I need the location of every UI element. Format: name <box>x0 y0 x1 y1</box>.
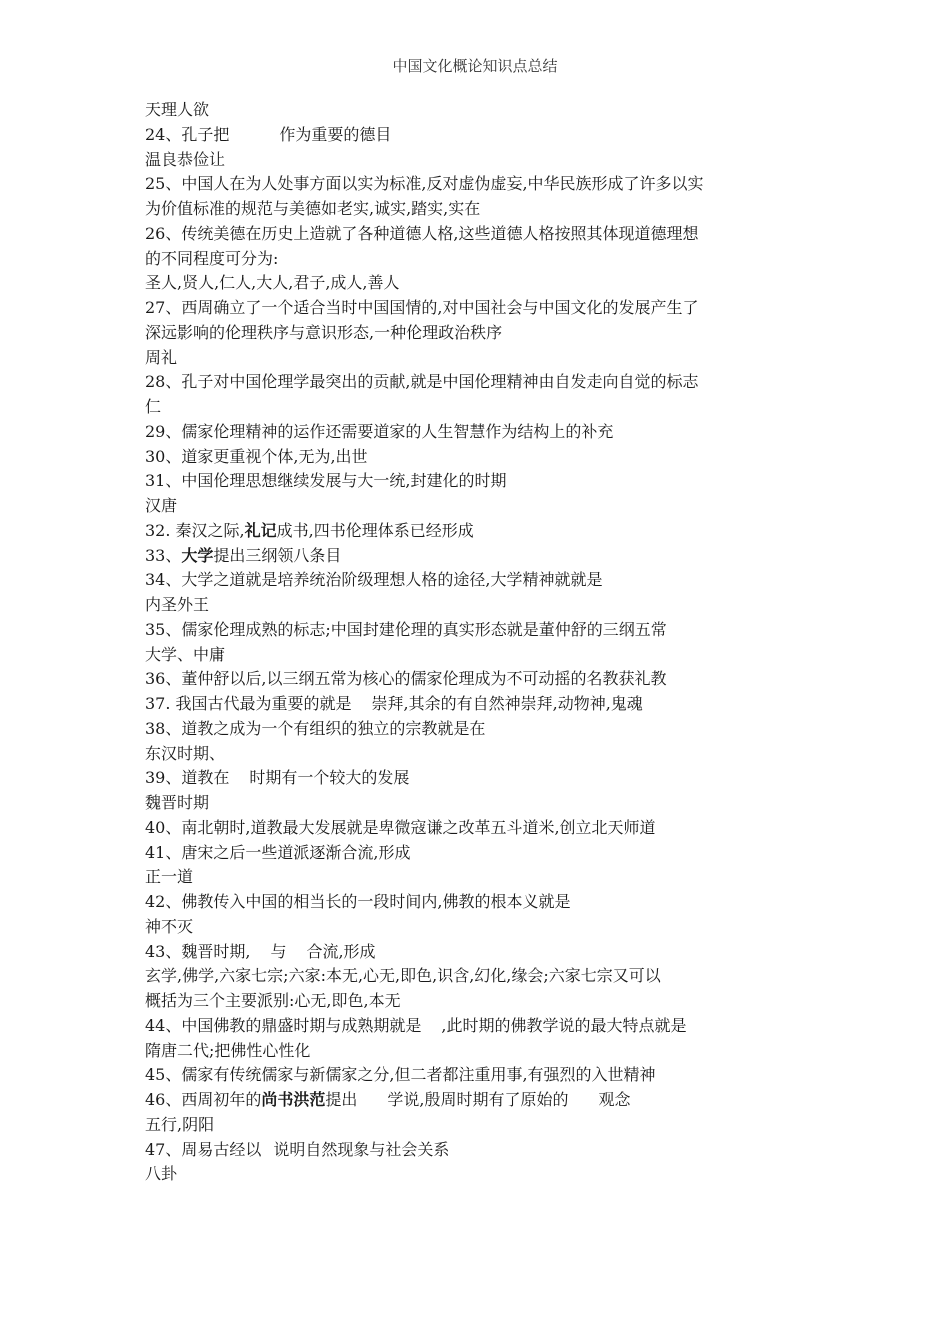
text-line <box>145 692 825 717</box>
text-line: 周礼 <box>145 347 178 367</box>
text-line: 深远影响的伦理秩序与意识形态,一种伦理政治秩序 <box>145 322 503 342</box>
text-span: 32. 秦汉之际, <box>145 520 245 540</box>
text-span: 33、 <box>145 545 182 565</box>
bold-term: 大学 <box>181 545 214 565</box>
text-span: 提出 <box>325 1090 358 1109</box>
text-line: 26、传统美德在历史上造就了各种道德人格,这些道德人格按照其体现道德理想 <box>145 223 699 243</box>
text-line <box>145 940 825 965</box>
text-span: 47、周易古经以 <box>145 1139 262 1159</box>
document-body <box>145 98 825 1187</box>
text-line: 天理人欲 <box>145 100 210 119</box>
text-line <box>145 123 825 148</box>
text-line: 大学、中庸 <box>145 644 226 664</box>
text-line: 45、儒家有传统儒家与新儒家之分,但二者都注重用事,有强烈的入世精神 <box>145 1065 656 1085</box>
text-span: 时期有一个较大的发展 <box>249 768 410 788</box>
text-line: 温良恭俭让 <box>145 149 226 169</box>
page-header-title: 中国文化概论知识点总结 <box>392 57 558 75</box>
text-span: 说明自然现象与社会关系 <box>273 1139 450 1159</box>
text-span: 与 <box>270 941 287 961</box>
text-line: 41、唐宋之后一些道派逐渐合流,形成 <box>145 842 411 862</box>
text-span: ,此时期的佛教学说的最大特点就是 <box>441 1015 687 1035</box>
text-span: 43、魏晋时期, <box>145 941 251 961</box>
text-line: 35、儒家伦理成熟的标志;中国封建伦理的真实形态就是董仲舒的三纲五常 <box>145 619 667 639</box>
text-line: 魏晋时期 <box>145 793 210 812</box>
text-line: 31、中国伦理思想继续发展与大一统,封建化的时期 <box>145 471 507 491</box>
text-line: 玄学,佛学,六家七宗;六家:本无,心无,即色,识含,幻化,缘会;六家七宗又可以 <box>145 966 661 986</box>
text-line: 38、道教之成为一个有组织的独立的宗教就是在 <box>145 718 486 738</box>
text-line: 东汉时期、 <box>145 743 226 763</box>
text-line: 内圣外王 <box>145 595 210 614</box>
text-line: 28、孔子对中国伦理学最突出的贡献,就是中国伦理精神由自发走向自觉的标志 <box>145 372 699 392</box>
text-line: 正一道 <box>145 867 194 887</box>
text-span: 崇拜,其余的有自然神崇拜,动物神,鬼魂 <box>371 694 643 713</box>
text-line: 25、中国人在为人处事方面以实为标准,反对虚伪虚妄,中华民族形成了许多以实 <box>145 174 704 194</box>
text-line: 40、南北朝时,道教最大发展就是卑微寇谦之改革五斗道米,创立北天师道 <box>145 817 656 837</box>
text-line: 八卦 <box>145 1164 178 1184</box>
text-line: 34、大学之道就是培养统治阶级理想人格的途径,大学精神就就是 <box>145 570 603 590</box>
text-line: 36、董仲舒以后,以三纲五常为核心的儒家伦理成为不可动摇的名教获礼教 <box>145 669 667 689</box>
text-line <box>145 544 825 569</box>
bold-term: 尚书洪范 <box>261 1090 326 1109</box>
text-span: 学说,殷周时期有了原始的 <box>387 1090 569 1109</box>
text-span: 39、道教在 <box>145 768 230 788</box>
text-span: 37. 我国古代最为重要的就是 <box>145 694 352 713</box>
text-span: 提出三纲领八条目 <box>213 545 342 565</box>
text-line: 隋唐二代;把佛性心性化 <box>145 1040 311 1060</box>
text-line: 五行,阴阳 <box>145 1114 215 1134</box>
text-line: 神不灭 <box>145 916 194 936</box>
text-line <box>145 766 825 791</box>
text-line: 圣人,贤人,仁人,大人,君子,成人,善人 <box>145 273 400 293</box>
text-span: 46、西周初年的 <box>145 1090 262 1109</box>
text-line <box>145 1014 825 1039</box>
text-line: 29、儒家伦理精神的运作还需要道家的人生智慧作为结构上的补充 <box>145 421 614 441</box>
text-span: 观念 <box>598 1090 631 1109</box>
text-span: 24、孔子把 <box>145 124 230 144</box>
text-line: 27、西周确立了一个适合当时中国国情的,对中国社会与中国文化的发展产生了 <box>145 298 699 317</box>
text-line <box>145 519 825 544</box>
text-span: 合流,形成 <box>306 941 376 961</box>
text-line: 30、道家更重视个体,无为,出世 <box>145 446 368 466</box>
text-line: 概括为三个主要派别:心无,即色,本无 <box>145 991 401 1010</box>
text-span: 成书,四书伦理体系已经形成 <box>276 520 474 540</box>
text-span: 作为重要的德目 <box>279 124 392 144</box>
text-line: 汉唐 <box>145 496 178 515</box>
text-line: 42、佛教传入中国的相当长的一段时间内,佛教的根本义就是 <box>145 892 571 911</box>
text-span: 44、中国佛教的鼎盛时期与成熟期就是 <box>145 1015 422 1035</box>
bold-term: 礼记 <box>244 520 277 540</box>
text-line: 仁 <box>145 397 162 416</box>
text-line: 为价值标准的规范与美德如老实,诚实,踏实,实在 <box>145 199 481 218</box>
text-line <box>145 1138 825 1163</box>
text-line: 的不同程度可分为: <box>145 248 279 268</box>
text-line <box>145 1088 825 1113</box>
